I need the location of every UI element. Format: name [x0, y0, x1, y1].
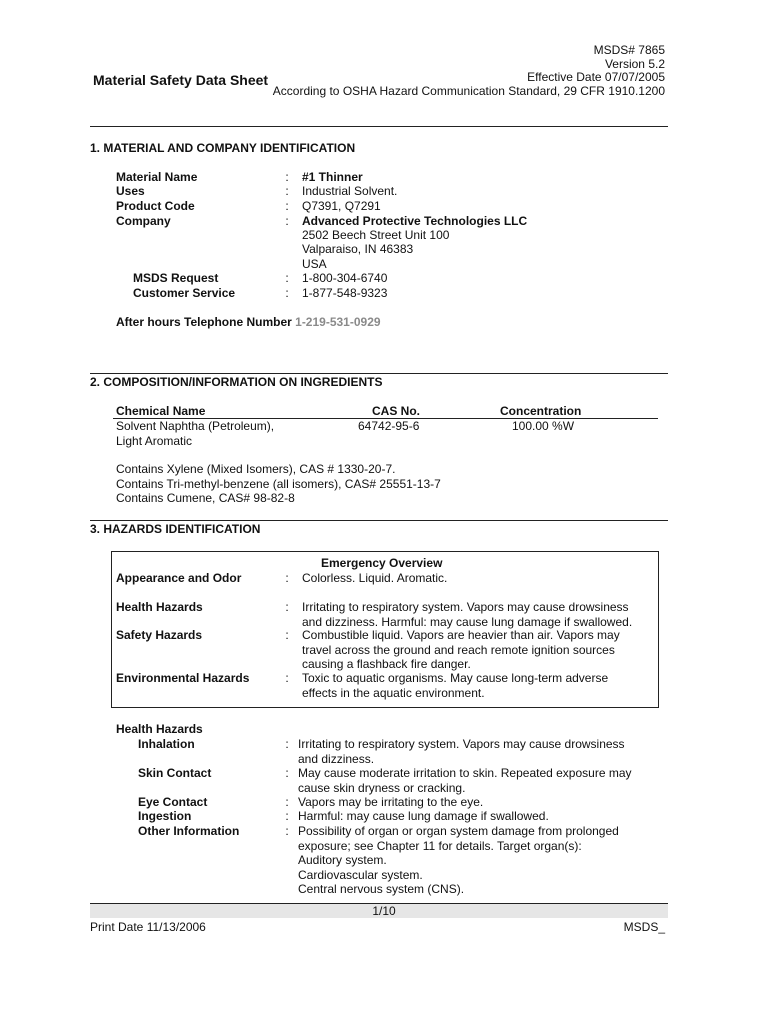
colon: : [285, 170, 289, 184]
product-code-label: Product Code [116, 199, 195, 213]
col-concentration: Concentration [500, 404, 582, 418]
safety-hazards-value: Combustible liquid. Vapors are heavier than air. Vapors may travel across the ground and reach remote ignition sources causing a flashback fire danger. [302, 628, 620, 671]
material-name-label: Material Name [116, 170, 198, 184]
contains-xylene: Contains Xylene (Mixed Isomers), CAS # 1330-20-7. [116, 462, 396, 476]
document-title: Material Safety Data Sheet [93, 72, 269, 88]
emergency-overview-title: Emergency Overview [321, 556, 443, 570]
address-line2: Valparaiso, IN 46383 [302, 242, 414, 256]
colon: : [285, 184, 289, 198]
eye-contact-label: Eye Contact [138, 795, 208, 809]
osha-standard: According to OSHA Hazard Communication Standard, 29 CFR 1910.1200 [272, 84, 665, 98]
other-information-value: Possibility of organ or organ system damage from prolonged exposure; see Chapter 11 for details. Target organ(s): Auditory system. Cardiovascular system. Central nervous system (CNS). [298, 824, 619, 896]
colon: : [285, 271, 289, 285]
material-name-value: #1 Thinner [302, 170, 363, 184]
product-code-value: Q7391, Q7291 [302, 199, 381, 213]
overview-health-hazards-value: Irritating to respiratory system. Vapors may cause drowsiness and dizziness. Harmful: may cause lung damage if swallowed. [302, 600, 633, 629]
version: Version 5.2 [604, 57, 665, 71]
company-label: Company [116, 214, 171, 228]
header-rule [90, 126, 668, 127]
overview-health-hazards-label: Health Hazards [116, 600, 203, 614]
colon: : [285, 286, 289, 300]
footer-code: MSDS_ [623, 920, 665, 934]
address-country: USA [302, 257, 327, 271]
uses-label: Uses [116, 184, 145, 198]
cas-number: 64742-95-6 [358, 419, 420, 433]
ingestion-value: Harmful: may cause lung damage if swallowed. [298, 809, 549, 823]
chemical-name-line2: Light Aromatic [116, 434, 193, 448]
after-hours-line [116, 315, 381, 330]
chemical-name-line1: Solvent Naphtha (Petroleum), [116, 419, 275, 433]
environmental-hazards-value: Toxic to aquatic organisms. May cause long-term adverse effects in the aquatic environment. [302, 671, 609, 700]
col-cas-no: CAS No. [372, 404, 420, 418]
customer-service-label: Customer Service [133, 286, 236, 300]
concentration-value: 100.00 %W [512, 419, 575, 433]
after-hours-label: After hours Telephone Number [116, 315, 292, 329]
msds-number: MSDS# 7865 [593, 43, 665, 57]
col-chemical-name: Chemical Name [116, 404, 206, 418]
inhalation-label: Inhalation [138, 737, 195, 751]
colon: : [285, 766, 289, 780]
colon: : [285, 809, 289, 823]
environmental-hazards-label: Environmental Hazards [116, 671, 250, 685]
section1-heading: 1. MATERIAL AND COMPANY IDENTIFICATION [90, 141, 356, 155]
customer-service-phone: 1-877-548-9323 [302, 286, 388, 300]
section3-rule [90, 520, 668, 521]
uses-value: Industrial Solvent. [302, 184, 398, 198]
colon: : [285, 628, 289, 642]
colon: : [285, 824, 289, 838]
colon: : [285, 737, 289, 751]
section2-rule [90, 373, 668, 374]
effective-date: Effective Date 07/07/2005 [527, 70, 665, 84]
company-name: Advanced Protective Technologies LLC [302, 214, 528, 228]
colon: : [285, 214, 289, 228]
colon: : [285, 199, 289, 213]
health-hazards-heading: Health Hazards [116, 722, 203, 736]
ingestion-label: Ingestion [138, 809, 192, 823]
colon: : [285, 795, 289, 809]
after-hours-phone: 1-219-531-0929 [295, 315, 381, 329]
msds-request-label: MSDS Request [133, 271, 219, 285]
skin-contact-label: Skin Contact [138, 766, 212, 780]
contains-trimethylbenzene: Contains Tri-methyl-benzene (all isomers), CAS# 25551-13-7 [116, 477, 441, 491]
section3-heading: 3. HAZARDS IDENTIFICATION [90, 522, 261, 536]
appearance-label: Appearance and Odor [116, 571, 242, 585]
print-date: Print Date 11/13/2006 [90, 920, 206, 934]
inhalation-value: Irritating to respiratory system. Vapors may cause drowsiness and dizziness. [298, 737, 625, 766]
safety-hazards-label: Safety Hazards [116, 628, 203, 642]
section2-heading: 2. COMPOSITION/INFORMATION ON INGREDIENTS [90, 375, 383, 389]
colon: : [285, 600, 289, 614]
colon: : [285, 671, 289, 685]
msds-request-phone: 1-800-304-6740 [302, 271, 388, 285]
eye-contact-value: Vapors may be irritating to the eye. [298, 795, 484, 809]
colon: : [285, 571, 289, 585]
contains-cumene: Contains Cumene, CAS# 98-82-8 [116, 491, 295, 505]
page-number: 1/10 [372, 904, 396, 918]
address-line1: 2502 Beech Street Unit 100 [302, 228, 450, 242]
appearance-value: Colorless. Liquid. Aromatic. [302, 571, 448, 585]
skin-contact-value: May cause moderate irritation to skin. Repeated exposure may cause skin dryness or cracking. [298, 766, 632, 795]
other-information-label: Other Information [138, 824, 240, 838]
